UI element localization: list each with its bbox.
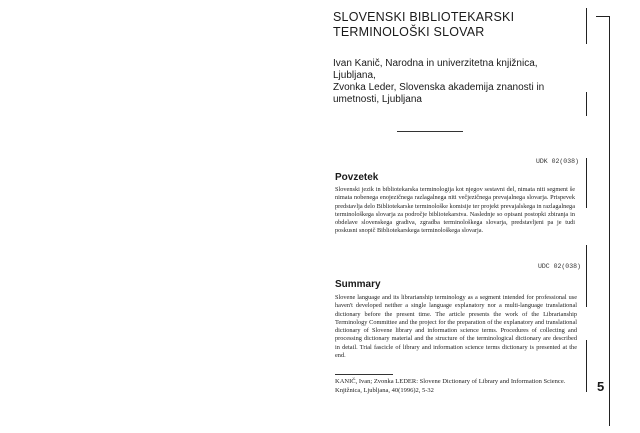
thumb-tab-top bbox=[596, 16, 610, 17]
title-line-1: SLOVENSKI BIBLIOTEKARSKI bbox=[333, 10, 515, 24]
margin-rule bbox=[586, 92, 587, 116]
margin-rule bbox=[586, 245, 587, 307]
citation: KANIČ, Ivan; Zvonka LEDER: Slovene Dictionary of Library and Information Science. Knjižnica, Ljubljana, 40(1996)2, 5-32 bbox=[335, 378, 566, 394]
author-line: Ivan Kanič, Narodna in univerzitetna knjižnica, bbox=[333, 58, 538, 69]
summary-heading: Summary bbox=[335, 279, 381, 290]
authors-block bbox=[333, 58, 573, 106]
authors-divider bbox=[397, 131, 463, 132]
citation-divider bbox=[335, 374, 393, 375]
thumb-tab-edge bbox=[609, 16, 610, 426]
page-number: 5 bbox=[597, 379, 605, 394]
article-title bbox=[333, 10, 514, 40]
author-line: Ljubljana, bbox=[333, 70, 376, 81]
author-line: umetnosti, Ljubljana bbox=[333, 94, 422, 105]
udc-code-mid: UDC 02(038) bbox=[538, 263, 581, 270]
povzetek-heading: Povzetek bbox=[335, 172, 379, 183]
summary-text: Slovene language and its librarianship terminology as a segment intended for professional use haven't developed neither a single language explanatory nor a multi-language translational dictionary before the present time. The article presents the work of the Librarianship Terminology Committee and the project for the preparation of the explanatory and translational dictionary of Slovene library and information science terms. Procedures of collecting and processing dictionary material and the structure of the terminological dictionary are described in detail. Trial fascicle of library and information science terms dictionary is presented at the end. bbox=[335, 294, 577, 360]
povzetek-text: Slovenski jezik in bibliotekarska terminologija kot njegov sestavni del, nimata niti segment še nimata nobenega enojezičnega razlagalnega niti večjezičnega prevajalnega slovarja. Prispevek predstavlja delo Bibliotekarske terminološke komisije ter projekt prevajalskega in razlagalnega terminološkega slovarja za področje bibliotekarstva. Naslednje so opisani postopki zbiranja in obdelave slovenskega gradiva, zgradba terminološkega slovarja, predstavljeni pa je tudi poskusni snopič Bibliotekarskega terminološkega slovarja. bbox=[335, 186, 575, 235]
title-line-2: TERMINOLOŠKI SLOVAR bbox=[333, 25, 485, 39]
margin-rule bbox=[586, 340, 587, 392]
margin-rule bbox=[586, 8, 587, 44]
udc-code-top: UDK 02(038) bbox=[536, 158, 579, 165]
margin-rule bbox=[586, 158, 587, 208]
author-line: Zvonka Leder, Slovenska akademija znanosti in bbox=[333, 82, 545, 93]
